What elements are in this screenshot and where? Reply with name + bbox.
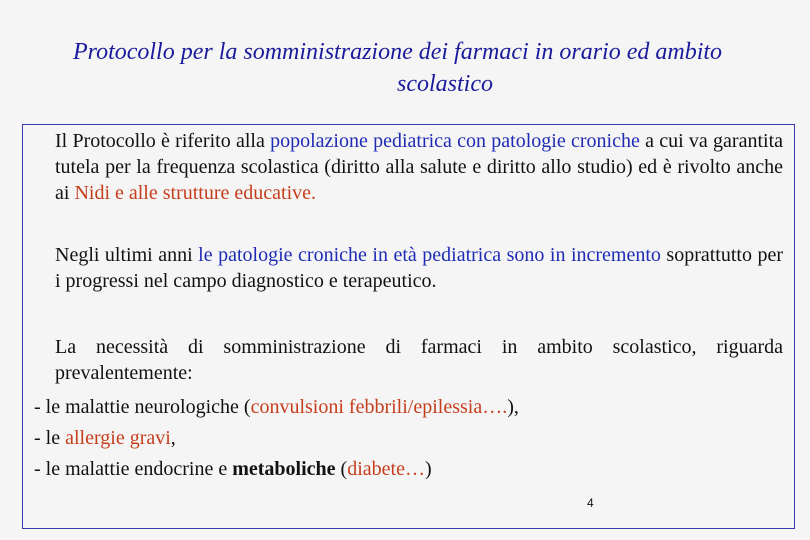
paragraph-text: soprattutto per i progressi nel campo diagnostico e terapeutico. [55, 244, 783, 292]
list-item-endocrine [34, 454, 774, 485]
paragraph-medication-need [55, 334, 783, 386]
paragraph-text: La necessità di somministrazione di farmaci in ambito scolastico, riguarda prevalentemente: [55, 336, 783, 384]
highlight-diabetes: diabete… [347, 458, 425, 480]
list-item-text: ), [507, 396, 519, 418]
list-item-allergies [34, 423, 774, 454]
list-item-text: ( [335, 458, 348, 480]
paragraph-protocol-scope [55, 128, 783, 206]
paragraph-text: Negli ultimi anni [55, 244, 199, 266]
list-item-text: - le malattie endocrine e [34, 458, 233, 480]
paragraph-text: a cui va garantita tutela per la frequenza scolastica (diritto alla salute e diritto allo studio) ed è rivolto anche ai [55, 130, 784, 204]
slide-title [0, 36, 810, 100]
paragraph-chronic-increase [55, 242, 783, 294]
list-item-text: , [170, 427, 176, 449]
list-item-neurological [34, 392, 774, 423]
paragraph-text: Il Protocollo è riferito alla [55, 130, 271, 152]
slide-title-line2: scolastico [397, 71, 493, 97]
highlight-pediatric-population: popolazione pediatrica con patologie croniche [270, 130, 640, 152]
highlight-metabolic: metaboliche [232, 458, 336, 480]
list-item-text: - le [34, 427, 66, 449]
highlight-severe-allergies: allergie gravi [65, 427, 171, 449]
highlight-nurseries: Nidi e alle strutture educative. [74, 182, 317, 204]
list-item-text: ) [424, 458, 432, 480]
highlight-chronic-pathologies: le patologie croniche in età pediatrica sono in incremento [198, 244, 661, 266]
page-number: 4 [587, 496, 594, 510]
highlight-seizures: convulsioni febbrili/epilessia…. [250, 396, 508, 418]
slide-title-line1: Protocollo per la somministrazione dei farmaci in orario ed ambito [72, 39, 723, 65]
condition-list [34, 392, 774, 485]
list-item-text: - le malattie neurologiche ( [34, 396, 251, 418]
